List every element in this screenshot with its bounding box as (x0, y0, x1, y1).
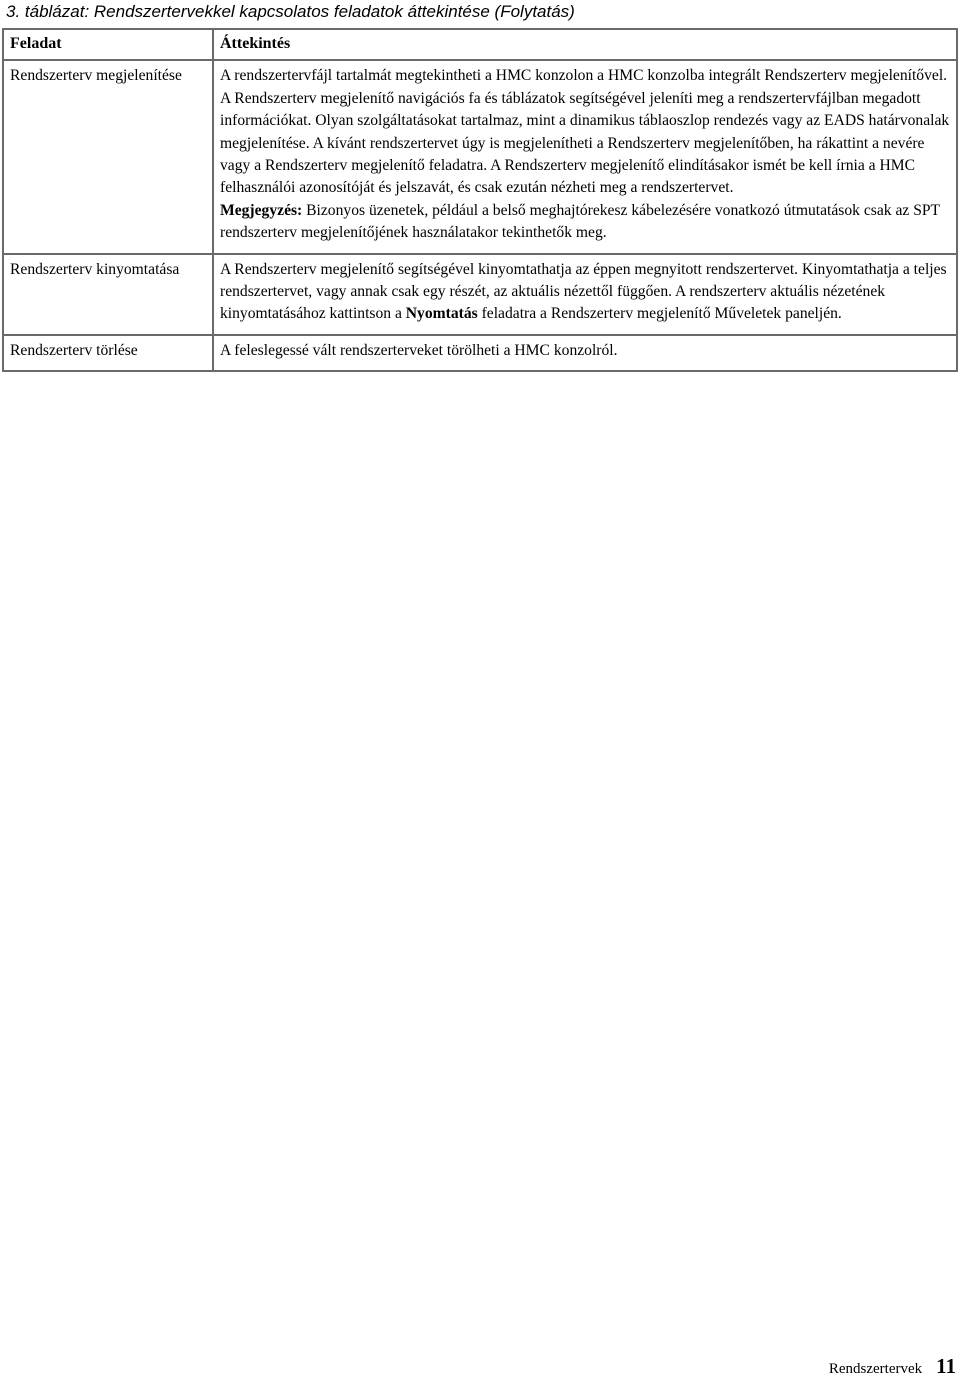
footer-section-title: Rendszertervek (828, 1361, 923, 1377)
task-cell: Rendszerterv megjelenítése (3, 60, 213, 253)
overview-cell (213, 60, 957, 253)
table-header-row (3, 29, 957, 60)
task-cell: Rendszerterv kinyomtatása (3, 254, 213, 335)
note (220, 200, 950, 245)
table-row (3, 335, 957, 371)
page-footer (829, 1354, 956, 1379)
note-text: Bizonyos üzenetek, például a belső meghajtórekesz kábelezésére vonatkozó útmutatások csak az SPT rendszerterv megjelenítőjének használatakor tekinthetők meg. (220, 201, 940, 242)
task-overview-table (2, 28, 958, 372)
task-cell: Rendszerterv törlése (3, 335, 213, 371)
table-row (3, 254, 957, 335)
note-label: Megjegyzés: (220, 201, 303, 219)
table-row (3, 60, 957, 253)
page-number: 11 (936, 1354, 956, 1378)
print-action-name: Nyomtatás (405, 305, 478, 323)
overview-text: A feleslegessé vált rendszerterveket törölheti a HMC konzolról. (220, 341, 618, 359)
table-caption: 3. táblázat: Rendszertervekkel kapcsolatos feladatok áttekintése (Folytatás) (6, 2, 575, 21)
column-header-task: Feladat (3, 29, 213, 60)
overview-cell (213, 254, 957, 335)
column-header-overview: Áttekintés (213, 29, 957, 60)
overview-text: feladatra a Rendszerterv megjelenítő Műveletek paneljén. (481, 305, 842, 323)
overview-text: A rendszertervfájl tartalmát megtekintheti a HMC konzolon a HMC konzolba integrált Rendszerterv megjelenítővel. A Rendszerterv megjelenítő navigációs fa és táblázatok segítségével jeleníti meg a rendszertervfájlban megadott információkat. Olyan szolgáltatásokat tartalmaz, mint a dinamikus táblaoszlop rendezés vagy az EADS határvonalak megjelenítése. A kívánt rendszertervet úgy is megjelenítheti a Rendszerterv megjelenítőben, ha rákattint a nevére vagy a Rendszerterv megjelenítő feladatra. A Rendszerterv megjelenítő elindításakor ismét be kell írnia a HMC felhasználói azonosítóját és jelszavát, és csak ezután nézheti meg a rendszertervet. (220, 67, 950, 197)
overview-text: A Rendszerterv megjelenítő segítségével kinyomtathatja az éppen megnyitott rendszertervet. Kinyomtathatja a teljes rendszertervet, vagy annak csak egy részét, az aktuális nézettől függően. A rendszerterv aktuális nézetének kinyomtatásához kattintson a (220, 260, 947, 323)
overview-cell (213, 335, 957, 371)
